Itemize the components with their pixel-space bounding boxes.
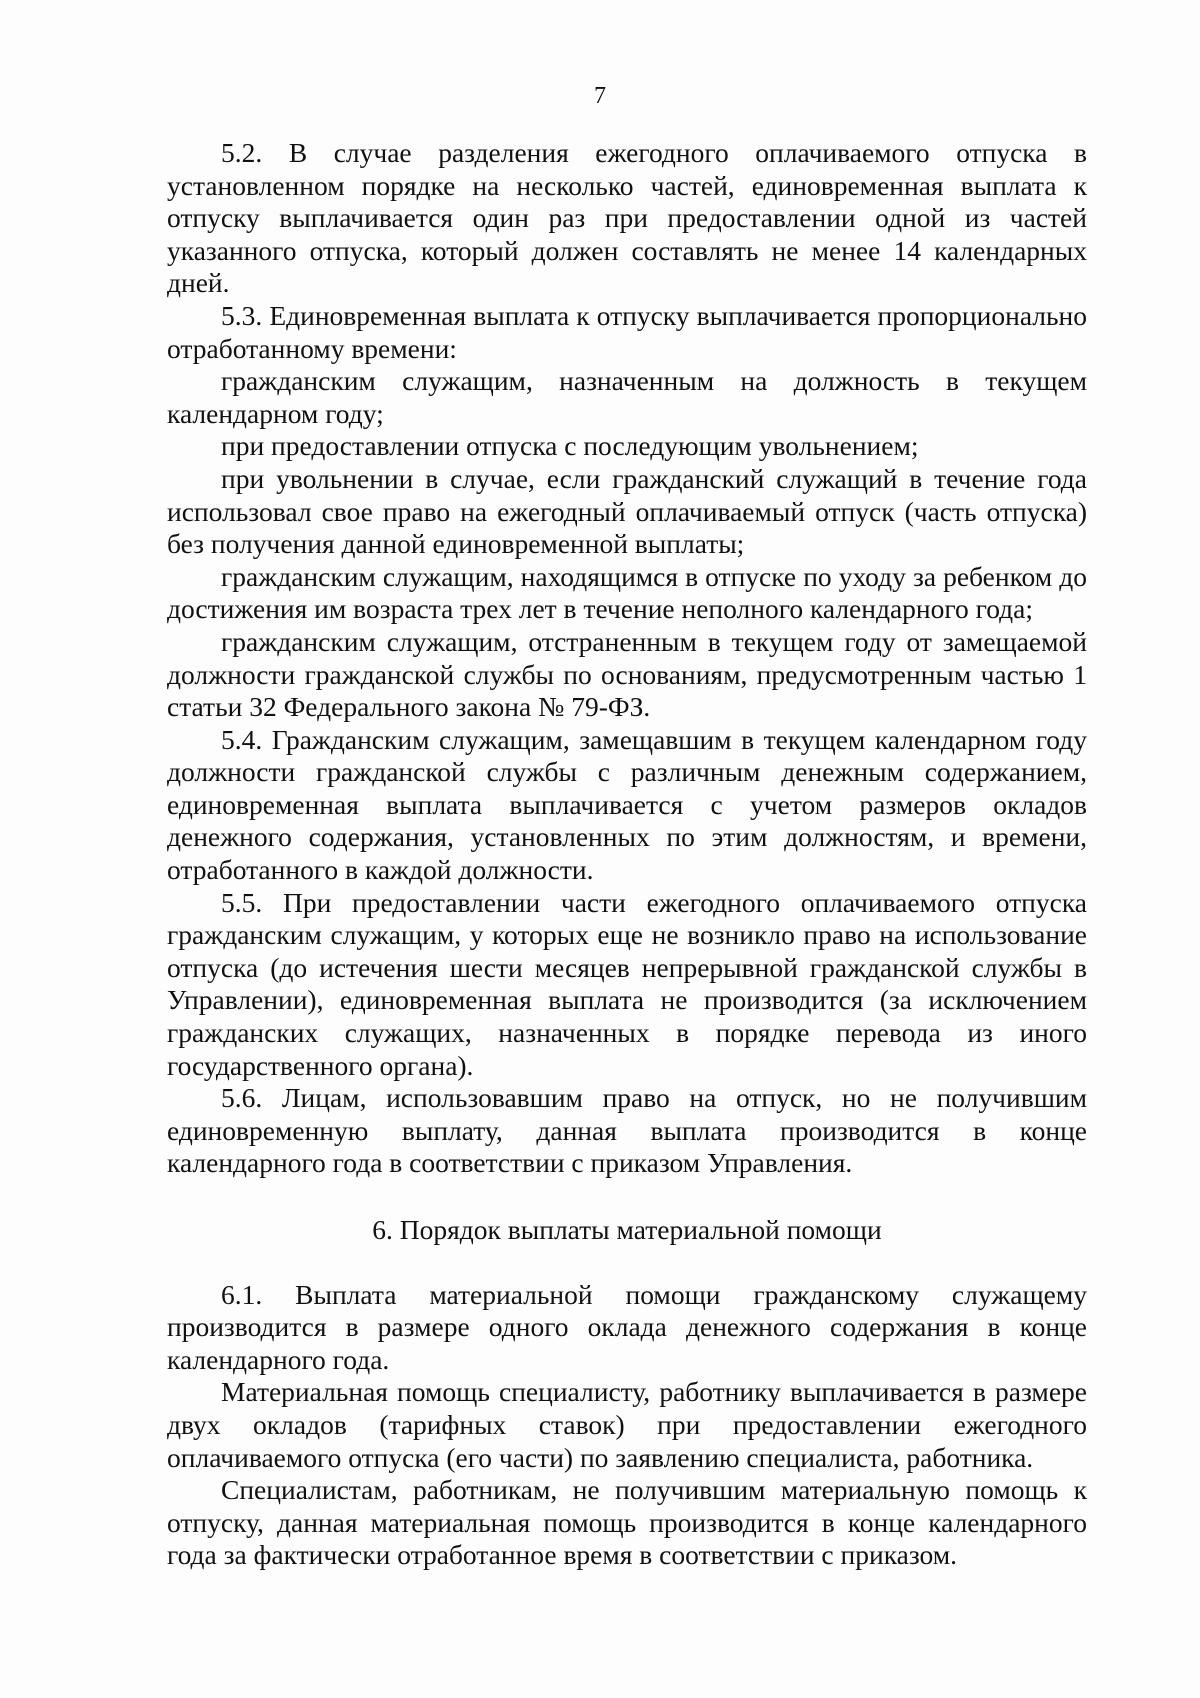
page-number: 7 — [594, 83, 606, 109]
document-body — [167, 137, 1087, 1572]
paragraph-6-1-specialists: Материальная помощь специалисту, работнику выплачивается в размере двух окладов (тарифных ставок) при предоставлении ежегодного оплачиваемого отпуска (его части) по заявлению специалиста, работника. — [167, 1376, 1087, 1473]
paragraph-5-2: 5.2. В случае разделения ежегодного оплачиваемого отпуска в установленном порядке на несколько частей, единовременная выплата к отпуску выплачивается один раз при предоставлении одной из частей указанного отпуска, который должен составлять не менее 14 календарных дней. — [167, 137, 1087, 299]
paragraph-5-3-item-dismissal-used-leave: при увольнении в случае, если гражданский служащий в течение года использовал свое право на ежегодный оплачиваемый отпуск (часть отпуска) без получения данной единовременной выплаты; — [167, 462, 1087, 560]
section-6-heading: 6. Порядок выплаты материальной помощи — [372, 1214, 882, 1245]
paragraph-5-6: 5.6. Лицам, использовавшим право на отпуск, но не получившим единовременную выплату, данная выплата производится в конце календарного года в соответствии с приказом Управления. — [167, 1082, 1087, 1179]
paragraph-5-3: 5.3. Единовременная выплата к отпуску выплачивается пропорционально отработанному времени: — [167, 299, 1087, 364]
paragraph-5-3-item-newly-appointed: гражданским служащим, назначенным на должность в текущем календарном году; — [167, 365, 1087, 429]
paragraph-5-3-item-childcare-leave: гражданским служащим, находящимся в отпуске по уходу за ребенком до достижения им возраста трех лет в течение неполного календарного года; — [167, 560, 1087, 625]
paragraph-6-1-end-of-year: Специалистам, работникам, не получившим материальную помощь к отпуску, данная материальная помощь производится в конце календарного года за фактически отработанное время в соответствии с приказом. — [167, 1474, 1087, 1571]
paragraph-5-3-item-dismissal-leave: при предоставлении отпуска с последующим увольнением; — [221, 430, 919, 462]
paragraph-5-4: 5.4. Гражданским служащим, замещавшим в текущем календарном году должности гражданской службы с различным денежным содержанием, единовременная выплата выплачивается с учетом размеров окладов денежного содержания, установленных по этим должностям, и времени, отработанного в каждой должности. — [167, 723, 1087, 886]
paragraph-6-1: 6.1. Выплата материальной помощи гражданскому служащему производится в размере одного оклада денежного содержания в конце календарного года. — [167, 1278, 1087, 1375]
paragraph-5-5: 5.5. При предоставлении части ежегодного оплачиваемого отпуска гражданским служащим, у которых еще не возникло право на использование отпуска (до истечения шести месяцев непрерывной гражданской службы в Управлении), единовременная выплата не производится (за исключением гражданских служащих, назначенных в порядке перевода из иного государственного органа). — [167, 886, 1087, 1081]
paragraph-5-3-item-suspended: гражданским служащим, отстраненным в текущем году от замещаемой должности гражданской службы по основаниям, предусмотренным частью 1 статьи 32 Федерального закона № 79-ФЗ. — [167, 625, 1087, 723]
